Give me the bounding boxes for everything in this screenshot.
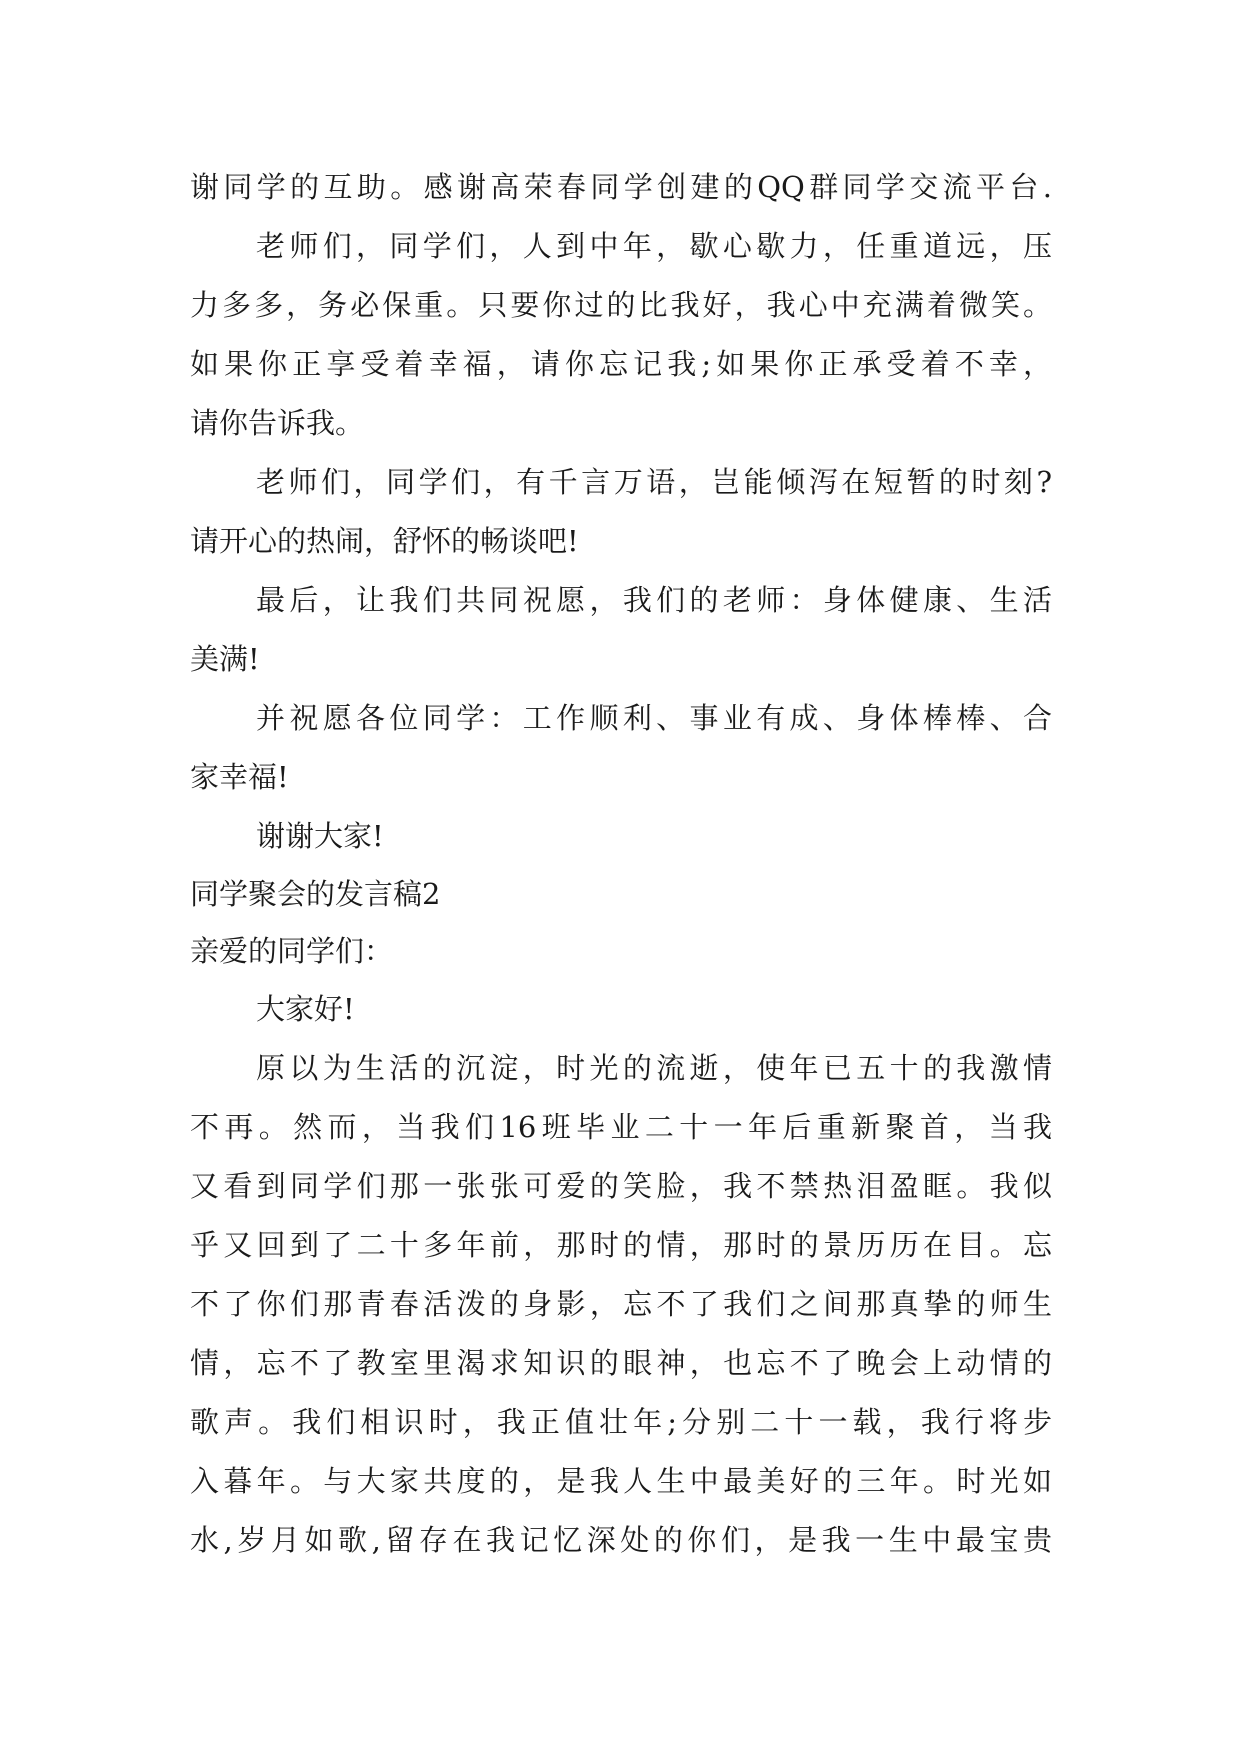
text-line: 请你告诉我。 [190,406,365,440]
text-line: 歌声。我们相识时，我正值壮年;分别二十一载，我行将步 [190,1405,1052,1439]
text-line: 又看到同学们那一张张可爱的笑脸，我不禁热泪盈眶。我似 [190,1169,1052,1203]
section-heading: 同学聚会的发言稿2 [190,877,441,911]
text-line: 不了你们那青春活泼的身影，忘不了我们之间那真挚的师生 [190,1287,1052,1321]
paragraph-first-line: 原以为生活的沉淀，时光的流逝，使年已五十的我激情 [256,1051,1052,1085]
text-line: 家幸福! [190,760,289,794]
text-line: 乎又回到了二十多年前，那时的情，那时的景历历在目。忘 [190,1228,1052,1262]
greeting-line: 大家好! [256,992,355,1026]
text-line: 谢同学的互助。感谢高荣春同学创建的QQ群同学交流平台. [190,170,1052,204]
document-body [190,158,1052,1570]
text-line: 入暮年。与大家共度的，是我人生中最美好的三年。时光如 [190,1464,1052,1498]
text-line: 请开心的热闹，舒怀的畅谈吧! [190,524,579,558]
text-line: 情，忘不了教室里渴求知识的眼神，也忘不了晚会上动情的 [190,1346,1052,1380]
salutation: 亲爱的同学们： [190,934,394,968]
text-line: 美满! [190,642,260,676]
text-line: 水,岁月如歌,留存在我记忆深处的你们，是我一生中最宝贵 [190,1523,1052,1557]
paragraph-first-line: 老师们，同学们，有千言万语，岂能倾泻在短暂的时刻? [256,465,1052,499]
closing-line: 谢谢大家! [256,819,384,853]
paragraph-first-line: 并祝愿各位同学：工作顺利、事业有成、身体棒棒、合 [256,701,1052,735]
text-line: 力多多，务必保重。只要你过的比我好，我心中充满着微笑。 [190,288,1052,322]
paragraph-first-line: 老师们，同学们，人到中年，歇心歇力，任重道远，压 [256,229,1052,263]
text-line: 不再。然而，当我们16班毕业二十一年后重新聚首，当我 [190,1110,1052,1144]
text-line: 如果你正享受着幸福，请你忘记我;如果你正承受着不幸， [190,347,1052,381]
paragraph-first-line: 最后，让我们共同祝愿，我们的老师：身体健康、生活 [256,583,1052,617]
